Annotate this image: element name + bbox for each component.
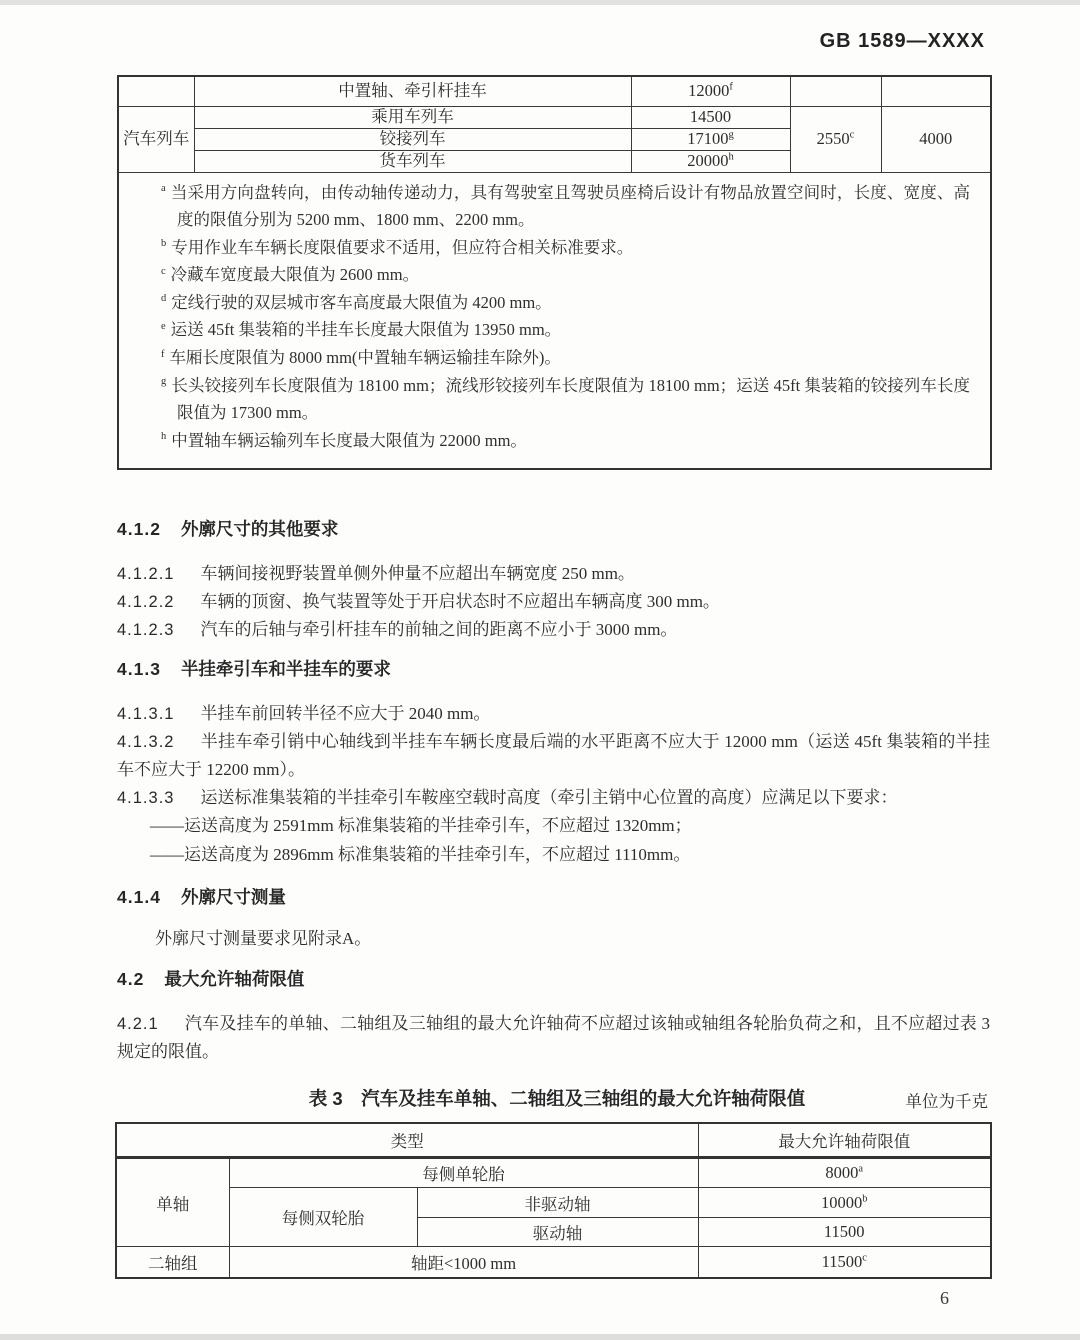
- table1-vehicle-type: 中置轴、牵引杆挂车: [194, 76, 631, 106]
- table1-vehicle-type: 铰接列车: [194, 128, 631, 150]
- table1-continuation: [117, 75, 992, 470]
- scan-artifact-top: [0, 0, 1080, 5]
- table1-length-value: 12000$^f$: [631, 76, 790, 106]
- clause-4-1-3-3: 4.1.3.3 运送标准集装箱的半挂牵引车鞍座空载时高度（牵引主销中心位置的高度）应满足以下要求：: [117, 788, 898, 807]
- footnote-f: $^f$ 车厢长度限值为 8000 mm(中置轴车辆运输挂车除外)。: [161, 348, 561, 368]
- table3-group-single-axle: 单轴: [116, 1158, 229, 1247]
- table3-value: 11500$^c$: [698, 1247, 991, 1278]
- table3-group-two-axle: 二轴组: [116, 1247, 229, 1278]
- clause-4-1-3-1: 4.1.3.1 半挂车前回转半径不应大于 2040 mm。: [117, 704, 491, 723]
- footnote-a: $^a$ 当采用方向盘转向，由传动轴传递动力，具有驾驶室且驾驶员座椅后设计有物品放置空间时，长度、宽度、高度的限值分别为 5200 mm、1800 mm、2200 mm。: [161, 182, 970, 230]
- table3-row-label: 每侧双轮胎: [229, 1188, 417, 1247]
- footnote-ref: h: [728, 151, 734, 163]
- table1-length-value: 20000$^h$: [631, 150, 790, 172]
- table1-width-limit: 2550$^c$: [790, 106, 881, 172]
- table3-value: 8000$^a$: [698, 1158, 991, 1188]
- clause-4-1-2-1: 4.1.2.1 车辆间接视野装置单侧外伸量不应超出车辆宽度 250 mm。: [117, 564, 635, 583]
- table3-row-label: 驱动轴: [417, 1218, 698, 1247]
- table1-empty-cell: [118, 76, 194, 106]
- footnote-marker: d: [161, 293, 167, 305]
- table3-row-label: 非驱动轴: [417, 1188, 698, 1218]
- dash-item-2591: ——运送高度为 2591mm 标准集装箱的半挂牵引车，不应超过 1320mm；: [150, 816, 692, 835]
- table1-empty-cell: [790, 76, 881, 106]
- table3-value: 10000$^b$: [698, 1188, 991, 1218]
- clause-4-1-4-text: 外廓尺寸测量要求见附录A。: [155, 929, 372, 948]
- footnote-marker: a: [161, 183, 166, 194]
- footnote-marker: f: [161, 348, 165, 360]
- footnote-ref: c: [849, 129, 855, 141]
- footnote-ref: a: [858, 1163, 864, 1175]
- footnote-ref: g: [728, 129, 734, 141]
- table3-caption: 表 3 汽车及挂车单轴、二轴组及三轴组的最大允许轴荷限值: [308, 1088, 806, 1109]
- clause-4-1-3-2: 4.1.3.2 半挂车牵引销中心轴线到半挂车车辆长度最后端的水平距离不应大于 12000 mm（运送 45ft 集装箱的半挂车不应大于 12200 mm）。: [117, 732, 990, 779]
- clause-4-1-2-3: 4.1.2.3 汽车的后轴与牵引杆挂车的前轴之间的距离不应小于 3000 mm。: [117, 620, 678, 639]
- footnote-marker: g: [161, 376, 167, 388]
- table1-length-value: 14500: [631, 106, 790, 128]
- table1-length-value: 17100$^g$: [631, 128, 790, 150]
- footnote-ref: f: [729, 81, 733, 93]
- table3-header-limit: 最大允许轴荷限值: [698, 1123, 991, 1158]
- table1-footnotes: [118, 172, 991, 469]
- dash-item-2896: ——运送高度为 2896mm 标准集装箱的半挂牵引车，不应超过 1110mm。: [150, 845, 691, 864]
- footnote-marker: c: [161, 265, 166, 277]
- footnote-marker: e: [161, 320, 166, 332]
- section-heading-4-1-2: 4.1.2 外廓尺寸的其他要求: [117, 519, 339, 539]
- table3-row-label: 轴距<1000 mm: [229, 1247, 698, 1278]
- table3-row-label: 每侧单轮胎: [229, 1158, 698, 1188]
- section-heading-4-1-3: 4.1.3 半挂牵引车和半挂车的要求: [117, 659, 391, 679]
- page-number: 6: [940, 1288, 949, 1308]
- table3-value: 11500: [698, 1218, 991, 1247]
- table3-header-type: 类型: [116, 1123, 698, 1158]
- footnote-d: $^d$ 定线行驶的双层城市客车高度最大限值为 4200 mm。: [161, 292, 552, 312]
- footnote-b: $^b$ 专用作业车车辆长度限值要求不适用，但应符合相关标准要求。: [161, 237, 634, 257]
- footnote-c: $^c$ 冷藏车宽度最大限值为 2600 mm。: [161, 265, 420, 285]
- document-code: GB 1589—XXXX: [819, 30, 985, 52]
- table3-unit-label: 单位为千克: [905, 1092, 988, 1111]
- footnote-marker: h: [161, 431, 167, 443]
- footnote-ref: c: [862, 1252, 867, 1264]
- section-heading-4-1-4: 4.1.4 外廓尺寸测量: [117, 887, 286, 907]
- table1-vehicle-type: 乘用车列车: [194, 106, 631, 128]
- clause-4-2-1: 4.2.1 汽车及挂车的单轴、二轴组及三轴组的最大允许轴荷不应超过该轴或轴组各轮胎负荷之和，且不应超过表 3 规定的限值。: [117, 1014, 990, 1061]
- table1-empty-cell: [881, 76, 991, 106]
- table3: [115, 1122, 992, 1279]
- table1-height-limit: 4000: [881, 106, 991, 172]
- footnote-marker: b: [161, 238, 167, 250]
- footnote-e: $^e$ 运送 45ft 集装箱的半挂车长度最大限值为 13950 mm。: [161, 320, 562, 340]
- section-heading-4-2: 4.2 最大允许轴荷限值: [117, 969, 305, 989]
- table1-group-label: 汽车列车: [118, 106, 194, 172]
- clause-4-1-2-2: 4.1.2.2 车辆的顶窗、换气装置等处于开启状态时不应超出车辆高度 300 mm。: [117, 592, 720, 611]
- scan-artifact-bottom: [0, 1334, 1080, 1340]
- footnote-g: $^g$ 长头铰接列车长度限值为 18100 mm；流线形铰接列车长度限值为 18100 mm；运送 45ft 集装箱的铰接列车长度限值为 17300 mm。: [161, 375, 970, 423]
- footnote-ref: b: [862, 1193, 868, 1204]
- table1-vehicle-type: 货车列车: [194, 150, 631, 172]
- footnote-h: $^h$ 中置轴车辆运输列车长度最大限值为 22000 mm。: [161, 430, 527, 450]
